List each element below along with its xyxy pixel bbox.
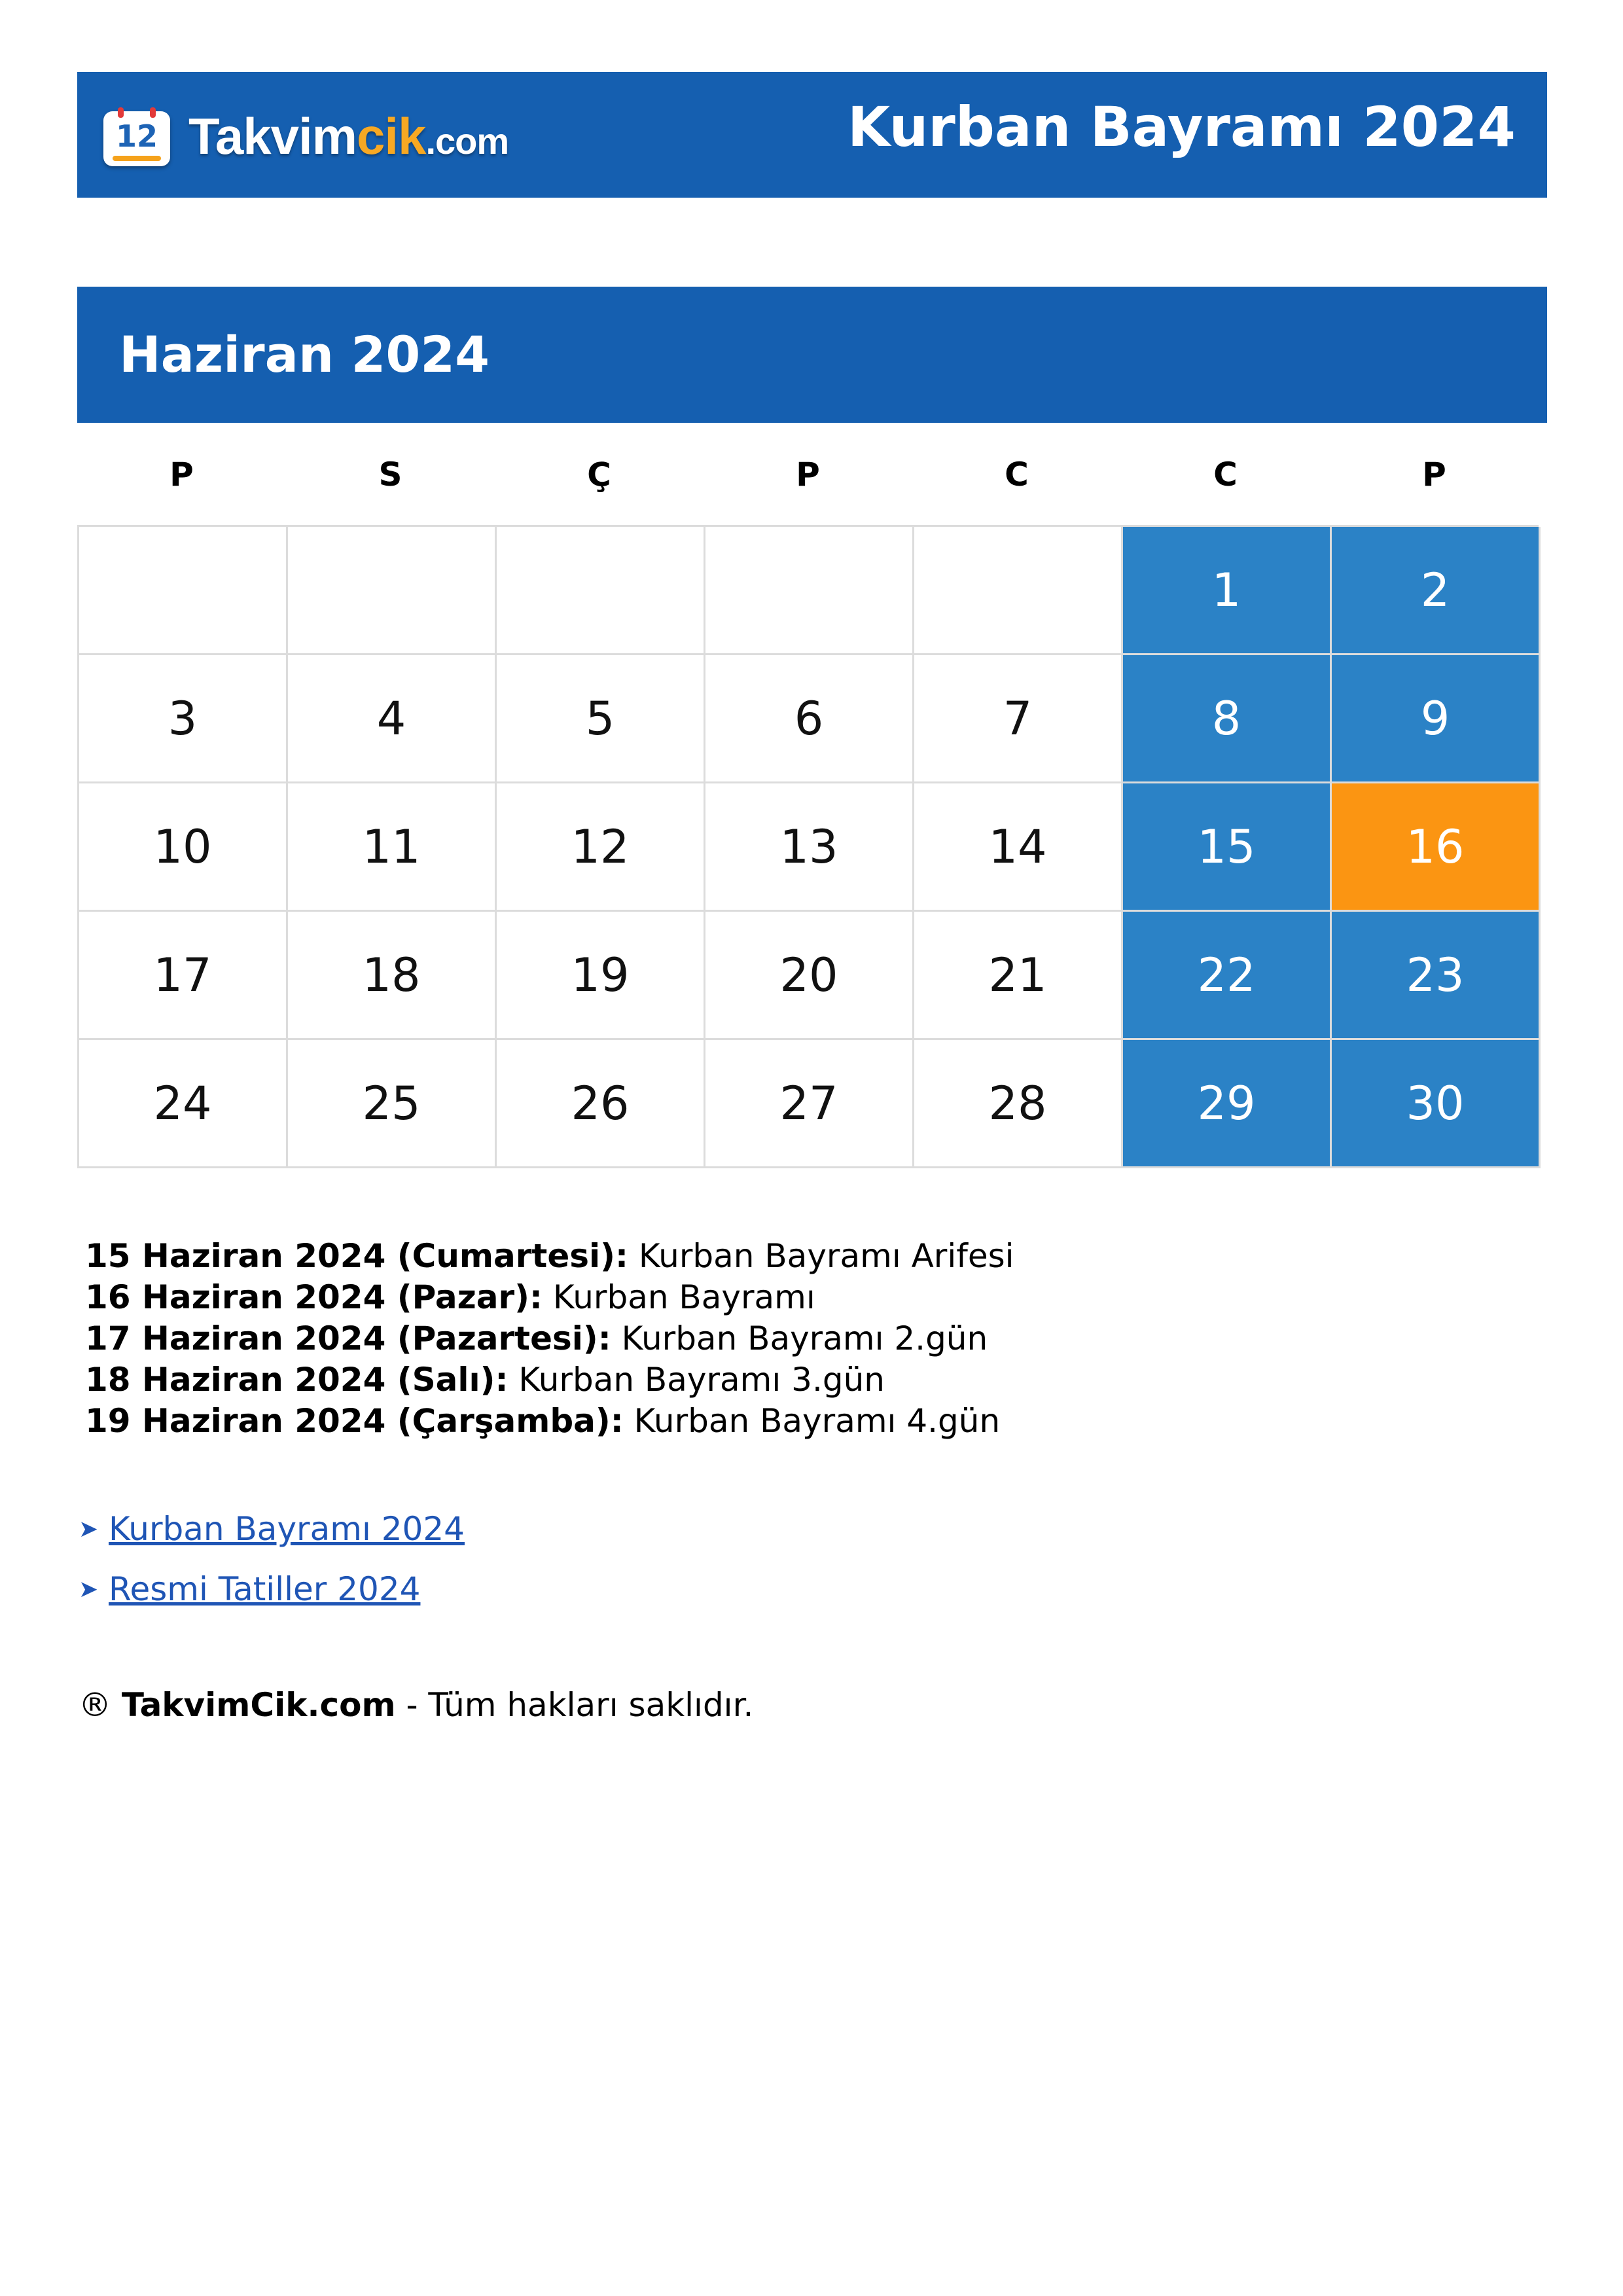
month-header <box>77 287 1547 423</box>
holiday-name: Kurban Bayramı <box>543 1278 815 1316</box>
link-item <box>79 1499 465 1559</box>
calendar-day-18: 18 <box>288 912 497 1040</box>
related-links <box>79 1499 465 1619</box>
calendar-icon-bar <box>113 156 161 161</box>
arrow-right-icon: ➤ <box>79 1515 99 1543</box>
logo-text <box>188 103 508 174</box>
weekday-label: Ç <box>587 456 611 493</box>
calendar-day-24: 24 <box>79 1040 288 1168</box>
holiday-date: 16 Haziran 2024 (Pazar): <box>85 1278 543 1316</box>
logo-text-accent: cik <box>357 107 426 165</box>
calendar-day-12: 12 <box>497 783 705 912</box>
holiday-item <box>85 1318 1459 1359</box>
logo-text-domain: .com <box>425 120 509 162</box>
calendar-day-6: 6 <box>705 655 914 783</box>
calendar-day-27: 27 <box>705 1040 914 1168</box>
calendar-day-3: 3 <box>79 655 288 783</box>
calendar-empty-cell <box>705 527 914 655</box>
calendar-day-8: 8 <box>1123 655 1332 783</box>
calendar-day-2: 2 <box>1332 527 1541 655</box>
calendar-day-17: 17 <box>79 912 288 1040</box>
calendar-day-14: 14 <box>914 783 1123 912</box>
weekday-header-row <box>77 452 1539 497</box>
footer-brand: TakvimCik.com <box>121 1686 396 1724</box>
logo-text-main: Takvim <box>188 107 357 165</box>
calendar-day-15: 15 <box>1123 783 1332 912</box>
resmi-tatiller-link[interactable]: Resmi Tatiller 2024 <box>109 1570 421 1608</box>
weekday-label: C <box>1213 456 1238 493</box>
calendar-empty-cell <box>288 527 497 655</box>
calendar-day-29: 29 <box>1123 1040 1332 1168</box>
calendar-day-4: 4 <box>288 655 497 783</box>
page-title: Kurban Bayramı 2024 <box>847 95 1516 159</box>
holiday-item <box>85 1401 1459 1442</box>
calendar-icon-number: 12 <box>115 118 158 154</box>
calendar-day-23: 23 <box>1332 912 1541 1040</box>
calendar-day-28: 28 <box>914 1040 1123 1168</box>
holiday-name: Kurban Bayramı 3.gün <box>508 1361 885 1399</box>
weekday-label: P <box>1422 456 1446 493</box>
calendar-day-9: 9 <box>1332 655 1541 783</box>
calendar-day-16: 16 <box>1332 783 1541 912</box>
holiday-date: 15 Haziran 2024 (Cumartesi): <box>85 1237 628 1275</box>
calendar-grid <box>77 525 1539 1168</box>
calendar-day-1: 1 <box>1123 527 1332 655</box>
weekday-label: P <box>169 456 194 493</box>
holiday-date: 19 Haziran 2024 (Çarşamba): <box>85 1402 624 1440</box>
header-bar <box>77 72 1547 198</box>
calendar-day-25: 25 <box>288 1040 497 1168</box>
calendar-empty-cell <box>914 527 1123 655</box>
kurban-bayrami-link[interactable]: Kurban Bayramı 2024 <box>109 1510 465 1548</box>
holiday-item <box>85 1236 1459 1277</box>
weekday-label: P <box>796 456 820 493</box>
calendar-day-21: 21 <box>914 912 1123 1040</box>
holiday-date: 17 Haziran 2024 (Pazartesi): <box>85 1319 611 1357</box>
calendar-day-5: 5 <box>497 655 705 783</box>
calendar-icon <box>103 111 170 166</box>
calendar-ring-icon <box>150 107 156 118</box>
calendar-day-7: 7 <box>914 655 1123 783</box>
holiday-name: Kurban Bayramı 2.gün <box>611 1319 988 1357</box>
calendar-day-20: 20 <box>705 912 914 1040</box>
footer-text: - Tüm hakları saklıdır. <box>395 1686 754 1724</box>
arrow-right-icon: ➤ <box>79 1575 99 1603</box>
calendar-day-19: 19 <box>497 912 705 1040</box>
holiday-item <box>85 1277 1459 1318</box>
calendar-day-26: 26 <box>497 1040 705 1168</box>
holiday-date: 18 Haziran 2024 (Salı): <box>85 1361 508 1399</box>
weekday-label: C <box>1005 456 1029 493</box>
link-item <box>79 1559 465 1619</box>
weekday-label: S <box>378 456 402 493</box>
holiday-list <box>85 1236 1459 1442</box>
calendar-empty-cell <box>79 527 288 655</box>
holiday-item <box>85 1359 1459 1401</box>
month-title: Haziran 2024 <box>119 325 490 384</box>
footer <box>79 1682 753 1728</box>
holiday-name: Kurban Bayramı Arifesi <box>628 1237 1014 1275</box>
calendar-day-22: 22 <box>1123 912 1332 1040</box>
calendar-day-13: 13 <box>705 783 914 912</box>
registered-icon: ® <box>79 1686 111 1724</box>
calendar-empty-cell <box>497 527 705 655</box>
calendar-day-30: 30 <box>1332 1040 1541 1168</box>
holiday-name: Kurban Bayramı 4.gün <box>623 1402 1001 1440</box>
site-logo[interactable] <box>103 106 508 171</box>
calendar-day-11: 11 <box>288 783 497 912</box>
calendar-day-10: 10 <box>79 783 288 912</box>
calendar-ring-icon <box>118 107 124 118</box>
